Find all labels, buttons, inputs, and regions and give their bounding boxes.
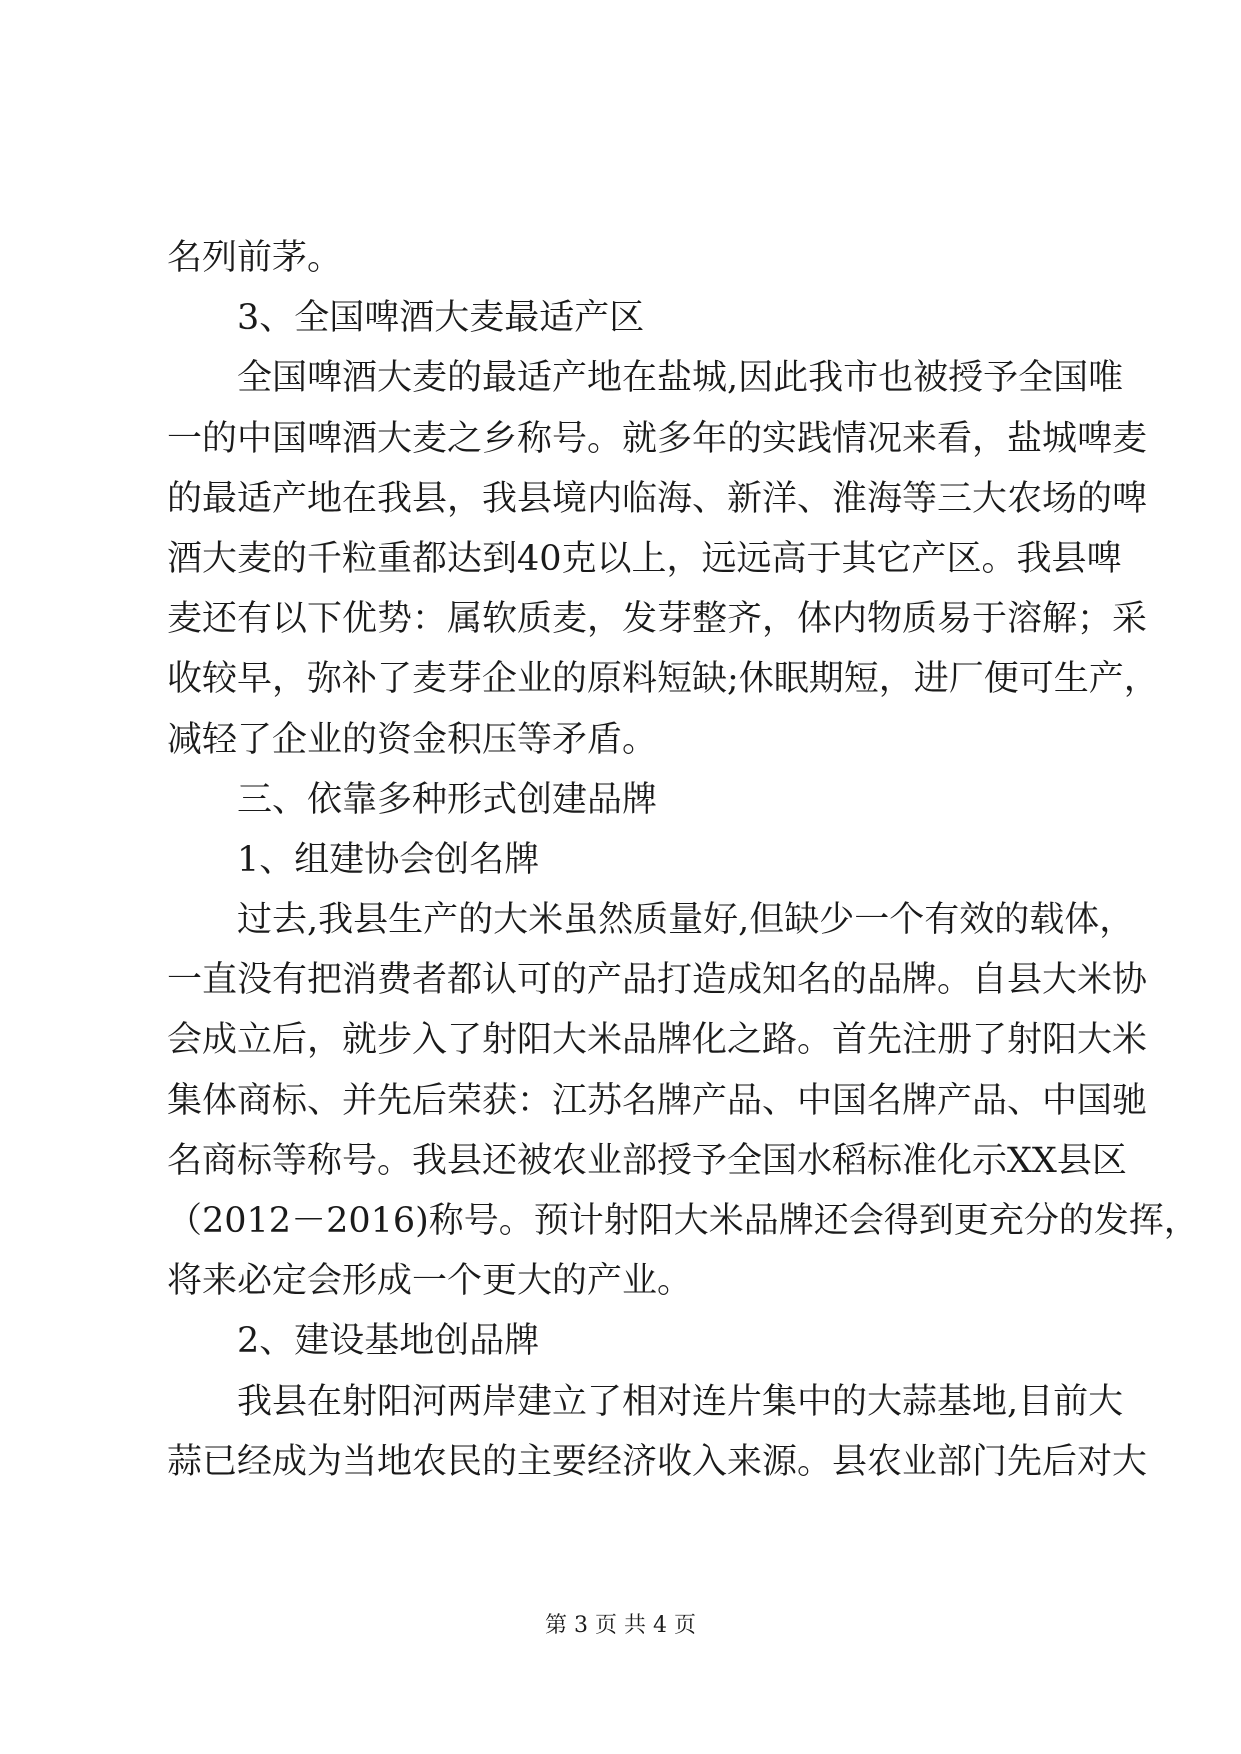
paragraph-line: 会成立后，就步入了射阳大米品牌化之路。首先注册了射阳大米 <box>167 1020 1148 1061</box>
paragraph-line: 减轻了企业的资金积压等矛盾。 <box>167 719 658 760</box>
paragraph-line: 的最适产地在我县，我县境内临海、新洋、淮海等三大农场的啤 <box>167 478 1148 519</box>
paragraph-line: 我县在射阳河两岸建立了相对连片集中的大蒜基地,目前大 <box>237 1381 1124 1422</box>
paragraph-line: 一的中国啤酒大麦之乡称号。就多年的实践情况来看，盐城啤麦 <box>167 418 1148 459</box>
paragraph-line: 全国啤酒大麦的最适产地在盐城,因此我市也被授予全国唯 <box>237 358 1124 399</box>
paragraph-line: 名商标等称号。我县还被农业部授予全国水稻标准化示XX县区 <box>167 1140 1127 1181</box>
paragraph-line: 名列前茅。 <box>167 238 343 278</box>
paragraph-line: 过去,我县生产的大米虽然质量好,但缺少一个有效的载体， <box>237 900 1135 941</box>
paragraph-line: 蒜已经成为当地农民的主要经济收入来源。县农业部门先后对大 <box>167 1441 1148 1482</box>
paragraph-line: 集体商标、并先后荣获：江苏名牌产品、中国名牌产品、中国驰 <box>167 1080 1148 1121</box>
section-heading: 3、全国啤酒大麦最适产区 <box>237 298 645 339</box>
page-footer: 第 3 页 共 4 页 <box>545 1613 696 1638</box>
paragraph-line: 酒大麦的千粒重都达到40克以上，远远高于其它产区。我县啤 <box>167 538 1122 579</box>
section-heading: 三、依靠多种形式创建品牌 <box>237 779 658 820</box>
document-body <box>167 228 1199 1492</box>
paragraph-line: （2012－2016)称号。预计射阳大米品牌还会得到更充分的发挥， <box>167 1201 1199 1241</box>
paragraph-line: 麦还有以下优势：属软质麦，发芽整齐，体内物质易于溶解；采 <box>167 599 1148 640</box>
paragraph-line: 将来必定会形成一个更大的产业。 <box>167 1261 693 1302</box>
paragraph-line: 收较早，弥补了麦芽企业的原料短缺;休眠期短，进厂便可生产， <box>167 659 1159 700</box>
section-heading: 1、组建协会创名牌 <box>237 839 540 880</box>
paragraph-line: 一直没有把消费者都认可的产品打造成知名的品牌。自县大米协 <box>167 960 1148 1001</box>
section-heading: 2、建设基地创品牌 <box>237 1321 540 1362</box>
